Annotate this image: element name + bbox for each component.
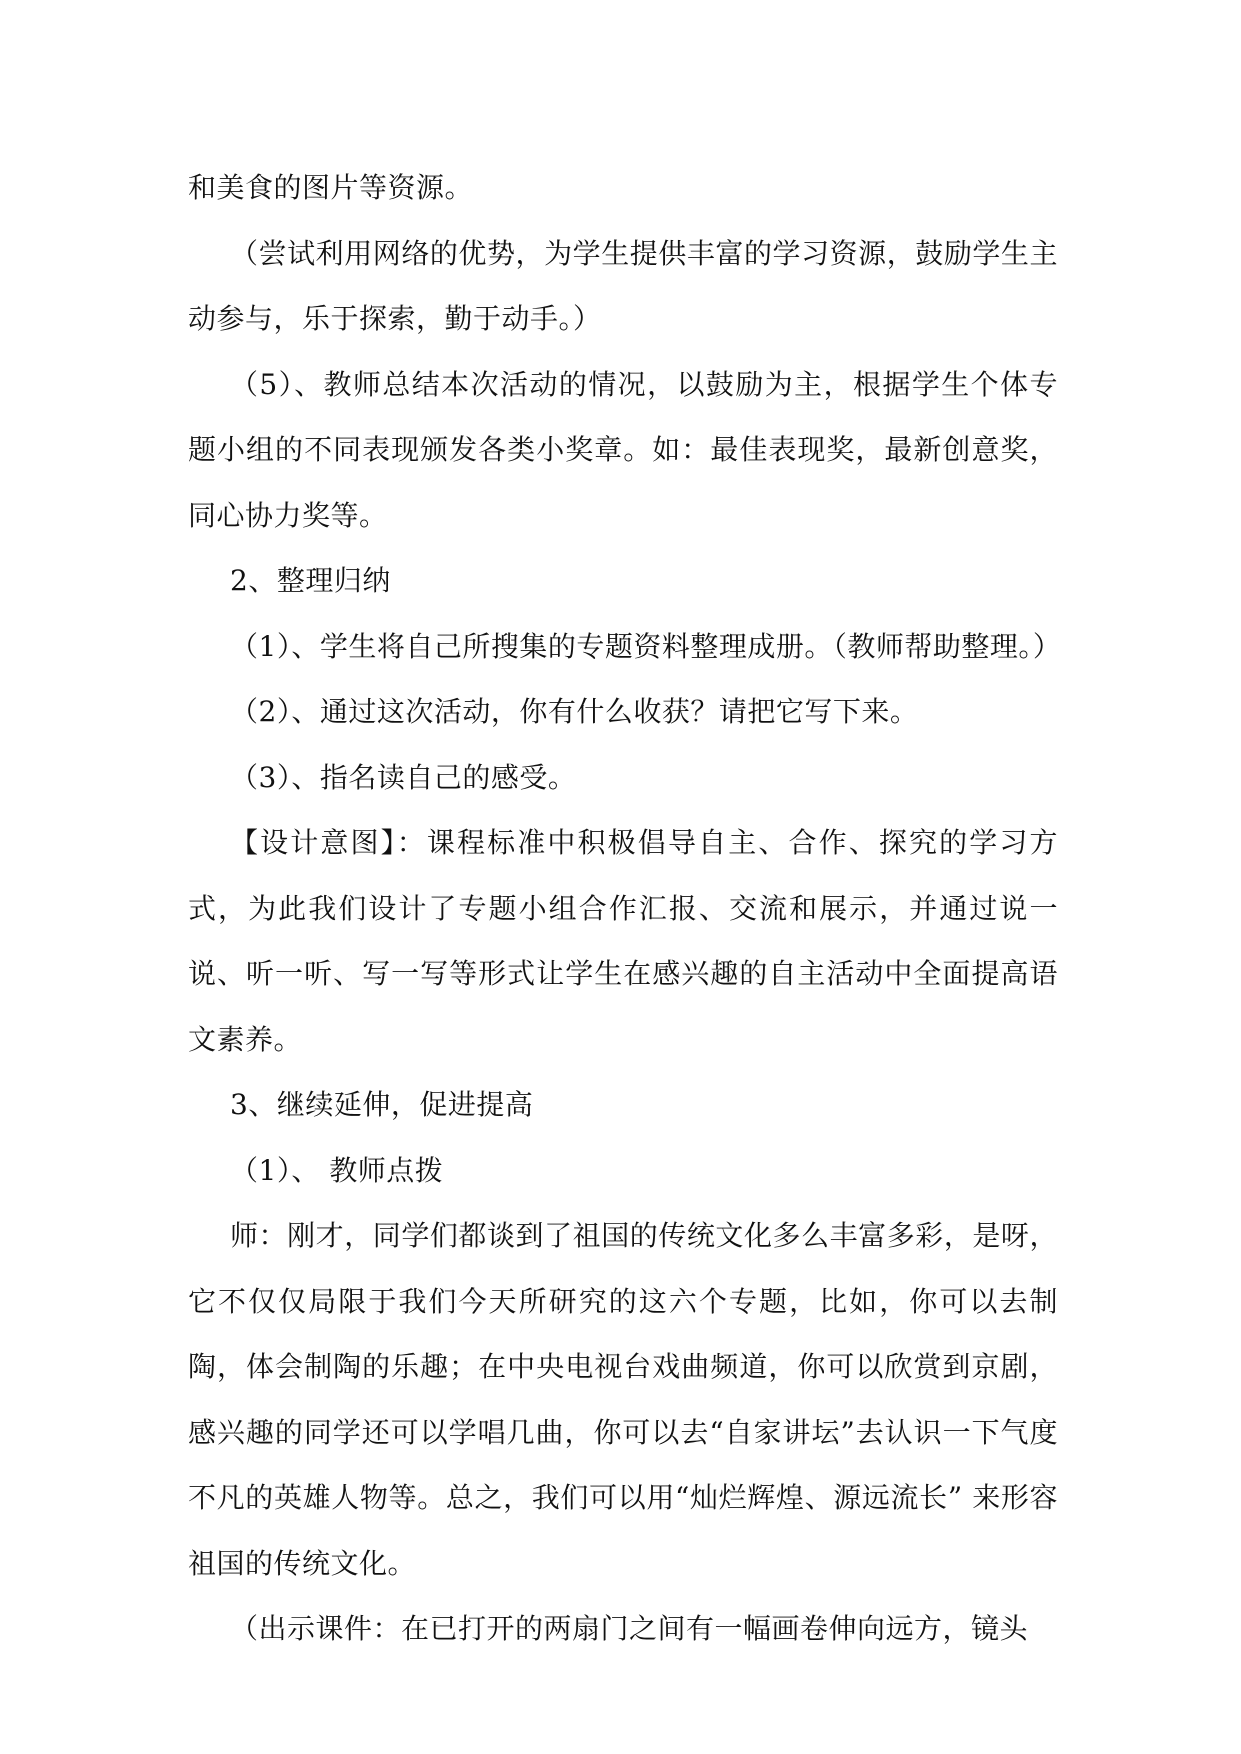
paragraph-2: （尝试利用网络的优势，为学生提供丰富的学习资源，鼓励学生主动参与，乐于探索，勤于动手。） bbox=[188, 236, 1058, 335]
paragraph-5: （1）、学生将自己所搜集的专题资料整理成册。（教师帮助整理。） bbox=[230, 629, 1062, 663]
paragraph-7: （3）、指名读自己的感受。 bbox=[230, 760, 577, 794]
paragraph-1: 和美食的图片等资源。 bbox=[188, 171, 474, 204]
paragraph-4: 2、整理归纳 bbox=[230, 564, 391, 597]
paragraph-9: 3、继续延伸，促进提高 bbox=[230, 1088, 534, 1121]
paragraph-12: （出示课件：在已打开的两扇门之间有一幅画卷伸向远方，镜头 bbox=[230, 1612, 1029, 1645]
paragraph-3: （5）、教师总结本次活动的情况，以鼓励为主，根据学生个体专题小组的不同表现颁发各类小奖章。如：最佳表现奖，最新创意奖，同心协力奖等。 bbox=[188, 367, 1058, 532]
paragraph-6: （2）、通过这次活动，你有什么收获？请把它写下来。 bbox=[230, 695, 919, 728]
paragraph-8: 【设计意图】：课程标准中积极倡导自主、合作、探究的学习方式，为此我们设计了专题小组合作汇报、交流和展示，并通过说一说、听一听、写一写等形式让学生在感兴趣的自主活动中全面提高语文素养。 bbox=[188, 826, 1058, 1056]
paragraph-10: （1）、 教师点拨 bbox=[230, 1153, 444, 1187]
document-body bbox=[188, 155, 1062, 1662]
paragraph-11: 师：刚才，同学们都谈到了祖国的传统文化多么丰富多彩，是呀，它不仅仅局限于我们今天所研究的这六个专题，比如，你可以去制陶，体会制陶的乐趣；在中央电视台戏曲频道，你可以欣赏到京剧，感兴趣的同学还可以学唱几曲，你可以去“自家讲坛”去认识一下气度不凡的英雄人物等。总之，我们可以用“灿烂辉煌、源远流长” 来形容祖国的传统文化。 bbox=[188, 1219, 1058, 1580]
